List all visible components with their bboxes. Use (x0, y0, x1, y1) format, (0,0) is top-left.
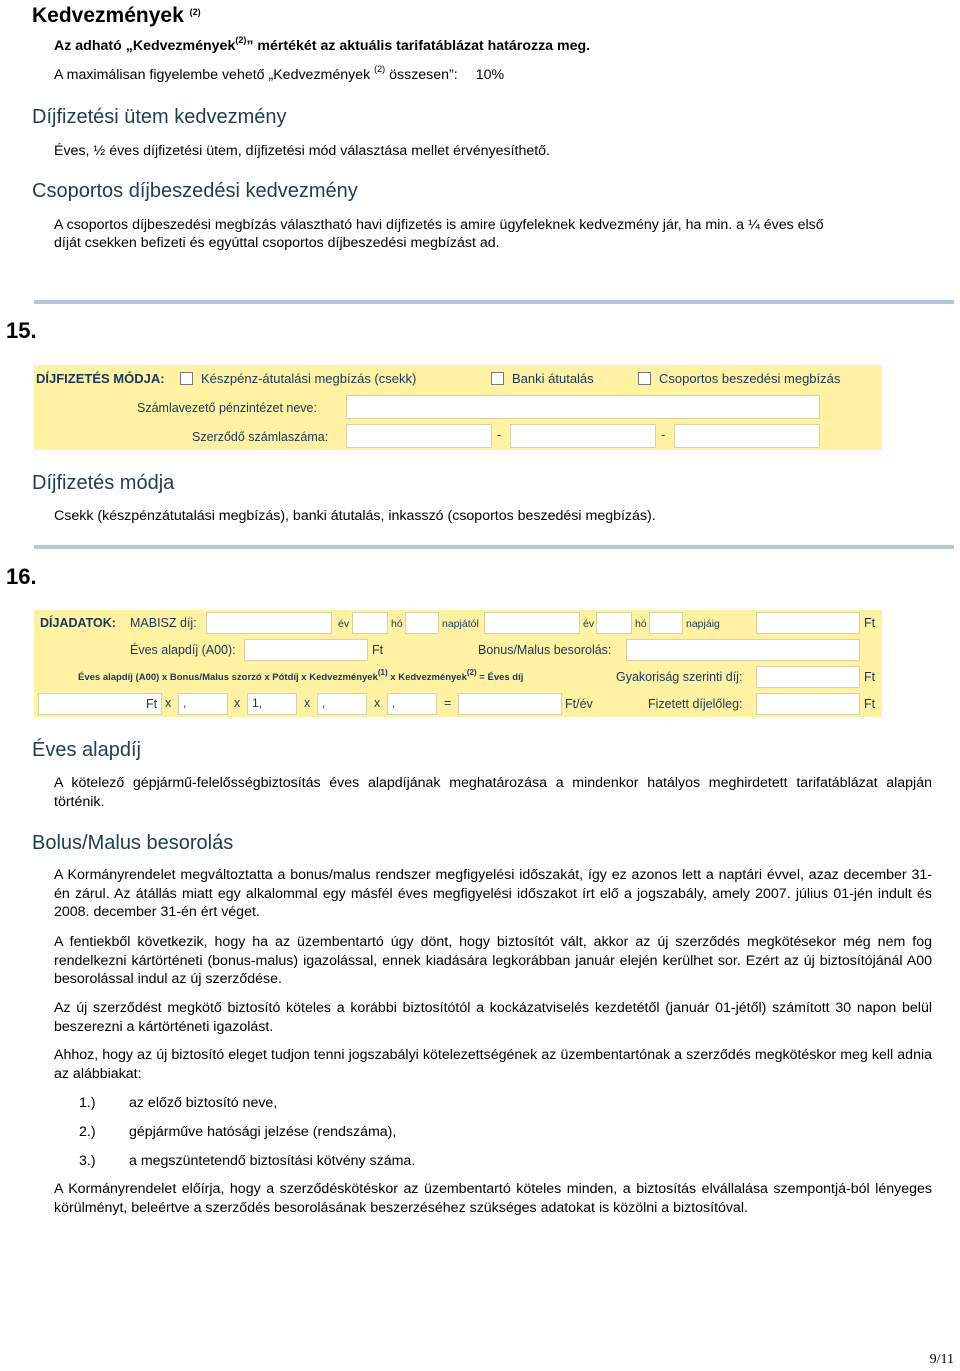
from-day-label: napjától (442, 618, 479, 630)
frequency-fee-label: Gyakoriság szerinti díj: (616, 670, 743, 684)
list-item: 1.) az előző biztosító neve, (79, 1095, 278, 1111)
section-rule-16 (34, 545, 954, 549)
bonus-multiplier-input[interactable]: , (178, 693, 228, 715)
section-title-eves-alapdij: Éves alapdíj (32, 739, 141, 761)
section-title-csoportos: Csoportos díjbeszedési kedvezmény (32, 180, 358, 202)
list-item: 2.) gépjárműve hatósági jelzése (rendszáma), (79, 1124, 397, 1140)
fee-data-form (34, 610, 882, 717)
ft-unit-4: Ft (146, 697, 158, 711)
to-year-label: év (583, 618, 595, 630)
to-month-input[interactable] (649, 612, 683, 634)
ft-unit-3: Ft (864, 670, 876, 684)
multiply-sign-3: x (304, 696, 311, 710)
mabisz-input[interactable] (206, 612, 332, 634)
annual-total-input[interactable] (458, 693, 562, 715)
from-month-input[interactable] (405, 612, 439, 634)
multiply-sign-2: x (234, 696, 241, 710)
advance-paid-label: Fizetett díjelőleg: (648, 697, 743, 711)
kedvezmenyek-para-2: A maximálisan figyelembe vehető „Kedvezmények $^{(2)}$ összesen”: 10% (54, 64, 505, 83)
ft-per-year-unit: Ft/év (565, 697, 593, 711)
advance-paid-input[interactable] (756, 693, 860, 715)
to-year-input[interactable] (596, 612, 632, 634)
from-year-input[interactable] (352, 612, 388, 634)
bonus-malus-label: Bonus/Malus besorolás: (478, 643, 612, 657)
csoportos-text-line-2: díját csekken befizeti és egyúttal csoportos díjbeszedési megbízást ad. (54, 235, 500, 251)
ft-unit-2: Ft (372, 643, 384, 657)
section-rule-15 (34, 300, 954, 304)
account-separator-1: - (497, 427, 502, 442)
ft-unit-5: Ft (864, 697, 876, 711)
bank-name-label: Számlavezető pénzintézet neve: (137, 401, 317, 415)
section-title-dijfizetes-modja: Díjfizetés módja (32, 472, 175, 494)
to-day-label: napjáig (686, 618, 720, 630)
from-day-input[interactable] (484, 612, 580, 634)
multiply-sign-1: x (165, 696, 172, 710)
bonus-malus-para-3: Az új szerződést megkötő biztosító köteles a korábbi biztosítótól a kockázatviselés kezdetétől (január 01-jétől) számított 30 napon belül beszerezni a kártörténeti igazolást. (54, 1000, 932, 1035)
account-number-input-1[interactable] (346, 424, 492, 448)
equals-sign: = (444, 696, 452, 710)
fee-formula: Éves alapdíj (A00) x Bonus/Malus szorzó x Pótdíj x Kedvezmények$^{(1)}$ x Kedvezmények$^{(2)}$ = Éves díj (78, 668, 524, 683)
option-cash-transfer-label: Készpénz-átutalási megbízás (csekk) (201, 371, 417, 386)
surcharge-input[interactable]: 1, (247, 693, 297, 715)
bonus-malus-para-5: A Kormányrendelet előírja, hogy a szerződéskötéskor az üzembentartó köteles minden, a biztosítás elvállalása szempontjá-ból lényeges körülményt, beleértve a szerződés besorolásának beszerzéséhez szükséges adatokat is közölni a biztosítóval. (54, 1181, 932, 1216)
section-title-dijfizetesi-utem: Díjfizetési ütem kedvezmény (32, 106, 287, 128)
dijfizetesi-utem-text: Éves, ½ éves díjfizetési ütem, díjfizetési mód választása mellet érvényesíthető. (54, 143, 551, 159)
from-month-label: hó (391, 618, 403, 630)
section-title-bonus-malus: Bolus/Malus besorolás (32, 832, 234, 854)
kedvezmenyek-para-1: Az adható „Kedvezmények$^{(2)}$” mértékét az aktuális tarifatáblázat határozza meg. (54, 35, 591, 54)
bonus-malus-para-2: A fentiekből következik, hogy ha az üzembentartó úgy dönt, hogy biztosítót vált, akkor az új szerződés megkötésekor még nem fog rendelkezni kártörténeti (bonus-malus) igazolással, ennek kiadására legkorábban január elején kerülhet sor. Ezért az új biztosítójánál A00 besorolással indul az új szerződése. (54, 934, 932, 987)
dijfizetes-modja-text: Csekk (készpénzátutalási megbízás), banki átutalás, inkasszó (csoportos beszedési megbízás). (54, 508, 656, 524)
mabisz-label: MABISZ díj: (130, 616, 197, 630)
from-year-label: év (338, 618, 350, 630)
checkbox-cash-transfer[interactable] (180, 372, 193, 385)
discount-2-input[interactable]: , (387, 693, 437, 715)
discount-1-input[interactable]: , (317, 693, 367, 715)
payment-method-form (34, 365, 882, 450)
bonus-malus-input[interactable] (626, 639, 860, 661)
eves-alapdij-text: A kötelező gépjármű-felelősségbiztosítás éves alapdíjának meghatározása a mindenkor hatályos meghirdetett tarifatáblázat alapján történik. (54, 775, 932, 810)
section-number-15: 15. (6, 318, 37, 343)
to-month-label: hó (635, 618, 647, 630)
checkbox-bank-transfer[interactable] (491, 372, 504, 385)
max-discount-value: 10% (475, 67, 505, 83)
account-number-input-2[interactable] (510, 424, 656, 448)
option-bank-transfer-label: Banki átutalás (512, 371, 594, 386)
checkbox-direct-debit[interactable] (638, 372, 651, 385)
section-number-16: 16. (6, 564, 37, 589)
annual-fee-input[interactable] (38, 693, 162, 715)
fee-data-label: DÍJADATOK: (40, 616, 116, 630)
annual-base-fee-input[interactable] (244, 639, 368, 661)
multiply-sign-4: x (374, 696, 381, 710)
csoportos-text-line-1: A csoportos díjbeszedési megbízás választható havi díjfizetés is amire ügyfeleknek kedvezmény jár, ha min. a ¼ éves első (54, 217, 824, 233)
payment-method-label: DÍJFIZETÉS MÓDJA: (36, 371, 165, 386)
ft-unit-1: Ft (864, 616, 876, 630)
to-day-input[interactable] (756, 612, 860, 634)
account-number-label: Szerződő számlaszáma: (192, 430, 329, 444)
bonus-malus-para-1: A Kormányrendelet megváltoztatta a bonus/malus rendszer megfigyelési időszakát, így ez azonos lett a naptári évvel, azaz december 31-én zárul. Az átállás miatt egy alkalommal egy másfél éves megfigyelési időszakot írt elő a jogszabály, amely 2007. július 01-jén indult és 2008. december 31-én ért véget. (54, 867, 932, 920)
bank-name-input[interactable] (346, 395, 820, 419)
section-title-kedvezmenyek: Kedvezmények $^{(2)}$ (32, 4, 201, 27)
account-number-input-3[interactable] (674, 424, 820, 448)
annual-base-fee-label: Éves alapdíj (A00): (130, 643, 236, 657)
account-separator-2: - (661, 427, 666, 442)
bonus-malus-para-4: Ahhoz, hogy az új biztosító eleget tudjon tenni jogszabályi kötelezettségének az üzembentartónak a szerződés megkötéskor meg kell adnia az alábbiakat: (54, 1047, 932, 1082)
list-item: 3.) a megszüntetendő biztosítási kötvény száma. (79, 1153, 416, 1169)
option-direct-debit-label: Csoportos beszedési megbízás (659, 371, 841, 386)
frequency-fee-input[interactable] (756, 666, 860, 688)
page-number: 9/11 (929, 1352, 954, 1367)
